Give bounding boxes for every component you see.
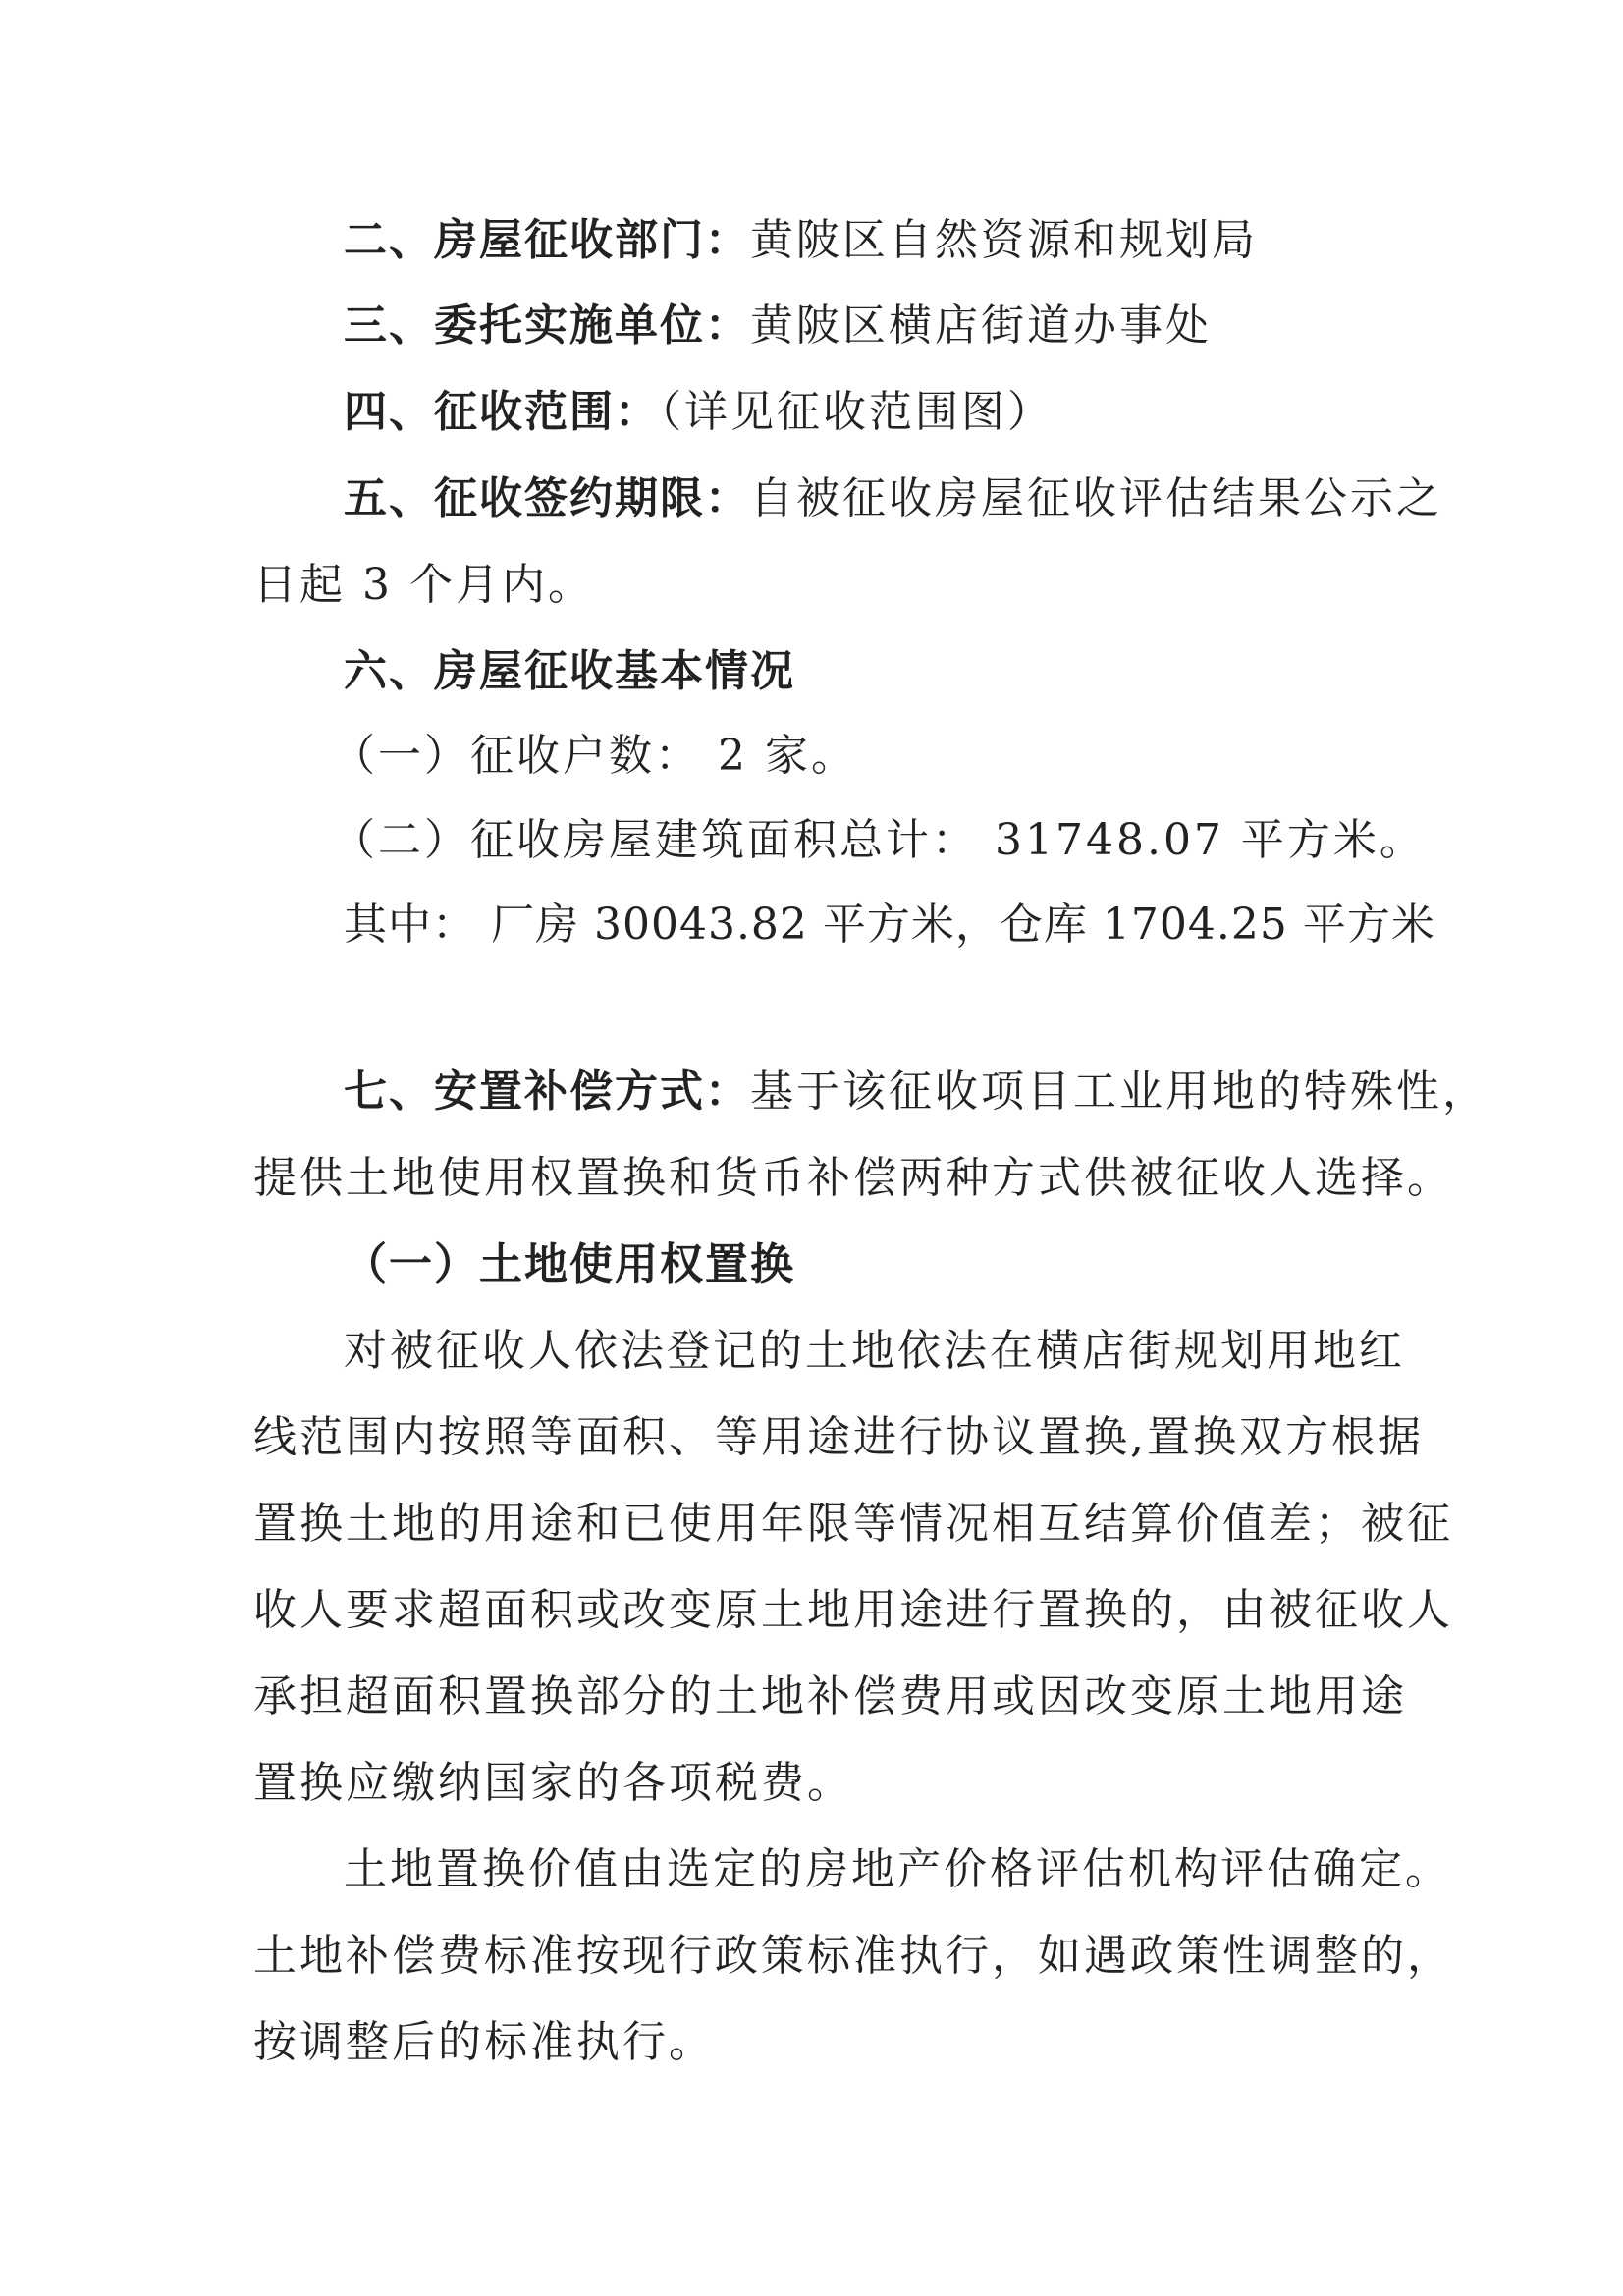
section-3-heading: 三、委托实施单位： xyxy=(344,301,750,351)
para-2-text-2: 土地补偿费标准按现行政策标准执行，如遇政策性调整的， xyxy=(253,1931,1453,1981)
para-1-text-3: 置换土地的用途和已使用年限等情况相互结算价值差；被征 xyxy=(253,1499,1453,1549)
para-2-text-3: 按调整后的标准执行。 xyxy=(253,2017,715,2067)
section-5-heading: 五、征收签约期限： xyxy=(344,473,750,523)
section-5-text-cont: 日起 3 个月内。 xyxy=(253,560,594,610)
para-1-text-2: 线范围内按照等面积、等用途进行协议置换,置换双方根据 xyxy=(253,1412,1424,1462)
para-1-line-2 xyxy=(253,1408,1424,1467)
para-2-text-1: 土地置换价值由选定的房地产价格评估机构评估确定。 xyxy=(344,1844,1451,1894)
para-1-text-1: 对被征收人依法登记的土地依法在横店街规划用地红 xyxy=(344,1326,1405,1376)
para-2-line-2 xyxy=(253,1927,1453,1986)
subsection-1-heading: （一）土地使用权置换 xyxy=(344,1239,795,1289)
para-1-line-3 xyxy=(253,1495,1453,1554)
households-line xyxy=(332,727,857,786)
section-7-heading: 七、安置补偿方式： xyxy=(344,1066,750,1117)
para-1-text-6: 置换应缴纳国家的各项税费。 xyxy=(253,1758,853,1808)
section-3-line xyxy=(344,297,1212,355)
section-7-line xyxy=(344,1063,1488,1121)
section-7-continuation xyxy=(253,1149,1453,1208)
households-text: （一）征收户数： 2 家。 xyxy=(332,731,857,781)
section-5-text: 自被征收房屋征收评估结果公示之 xyxy=(750,473,1442,523)
para-2-line-1 xyxy=(344,1840,1451,1899)
subsection-1-line xyxy=(344,1235,795,1294)
section-5-line xyxy=(344,469,1442,528)
section-2-heading: 二、房屋征收部门： xyxy=(344,215,750,265)
para-1-line-4 xyxy=(253,1581,1453,1640)
para-1-line-1 xyxy=(344,1322,1405,1381)
section-6-line xyxy=(344,642,795,701)
section-2-line xyxy=(344,211,1258,270)
section-7-text-cont: 提供土地使用权置换和货币补偿两种方式供被征收人选择。 xyxy=(253,1153,1453,1203)
section-3-text: 黄陂区横店街道办事处 xyxy=(750,301,1212,351)
section-2-text: 黄陂区自然资源和规划局 xyxy=(750,215,1258,265)
area-breakdown-line xyxy=(344,896,1435,955)
total-area-text: （二）征收房屋建筑面积总计： 31748.07 平方米。 xyxy=(332,815,1426,865)
section-6-heading: 六、房屋征收基本情况 xyxy=(344,646,795,696)
section-5-continuation xyxy=(253,556,594,615)
para-1-line-6 xyxy=(253,1754,853,1813)
para-2-line-3 xyxy=(253,2013,715,2072)
section-7-text: 基于该征收项目工业用地的特殊性， xyxy=(750,1066,1488,1117)
para-1-text-5: 承担超面积置换部分的土地补偿费用或因改变原土地用途 xyxy=(253,1671,1407,1722)
para-1-text-4: 收人要求超面积或改变原土地用途进行置换的，由被征收人 xyxy=(253,1585,1453,1635)
area-breakdown-text: 其中： 厂房 30043.82 平方米，仓库 1704.25 平方米 xyxy=(344,900,1435,950)
section-4-line xyxy=(344,383,1054,442)
total-area-line xyxy=(332,811,1426,870)
para-1-line-5 xyxy=(253,1667,1407,1726)
section-4-heading: 四、征收范围： xyxy=(344,387,660,437)
section-4-text: （详见征收范围图） xyxy=(660,387,1054,437)
